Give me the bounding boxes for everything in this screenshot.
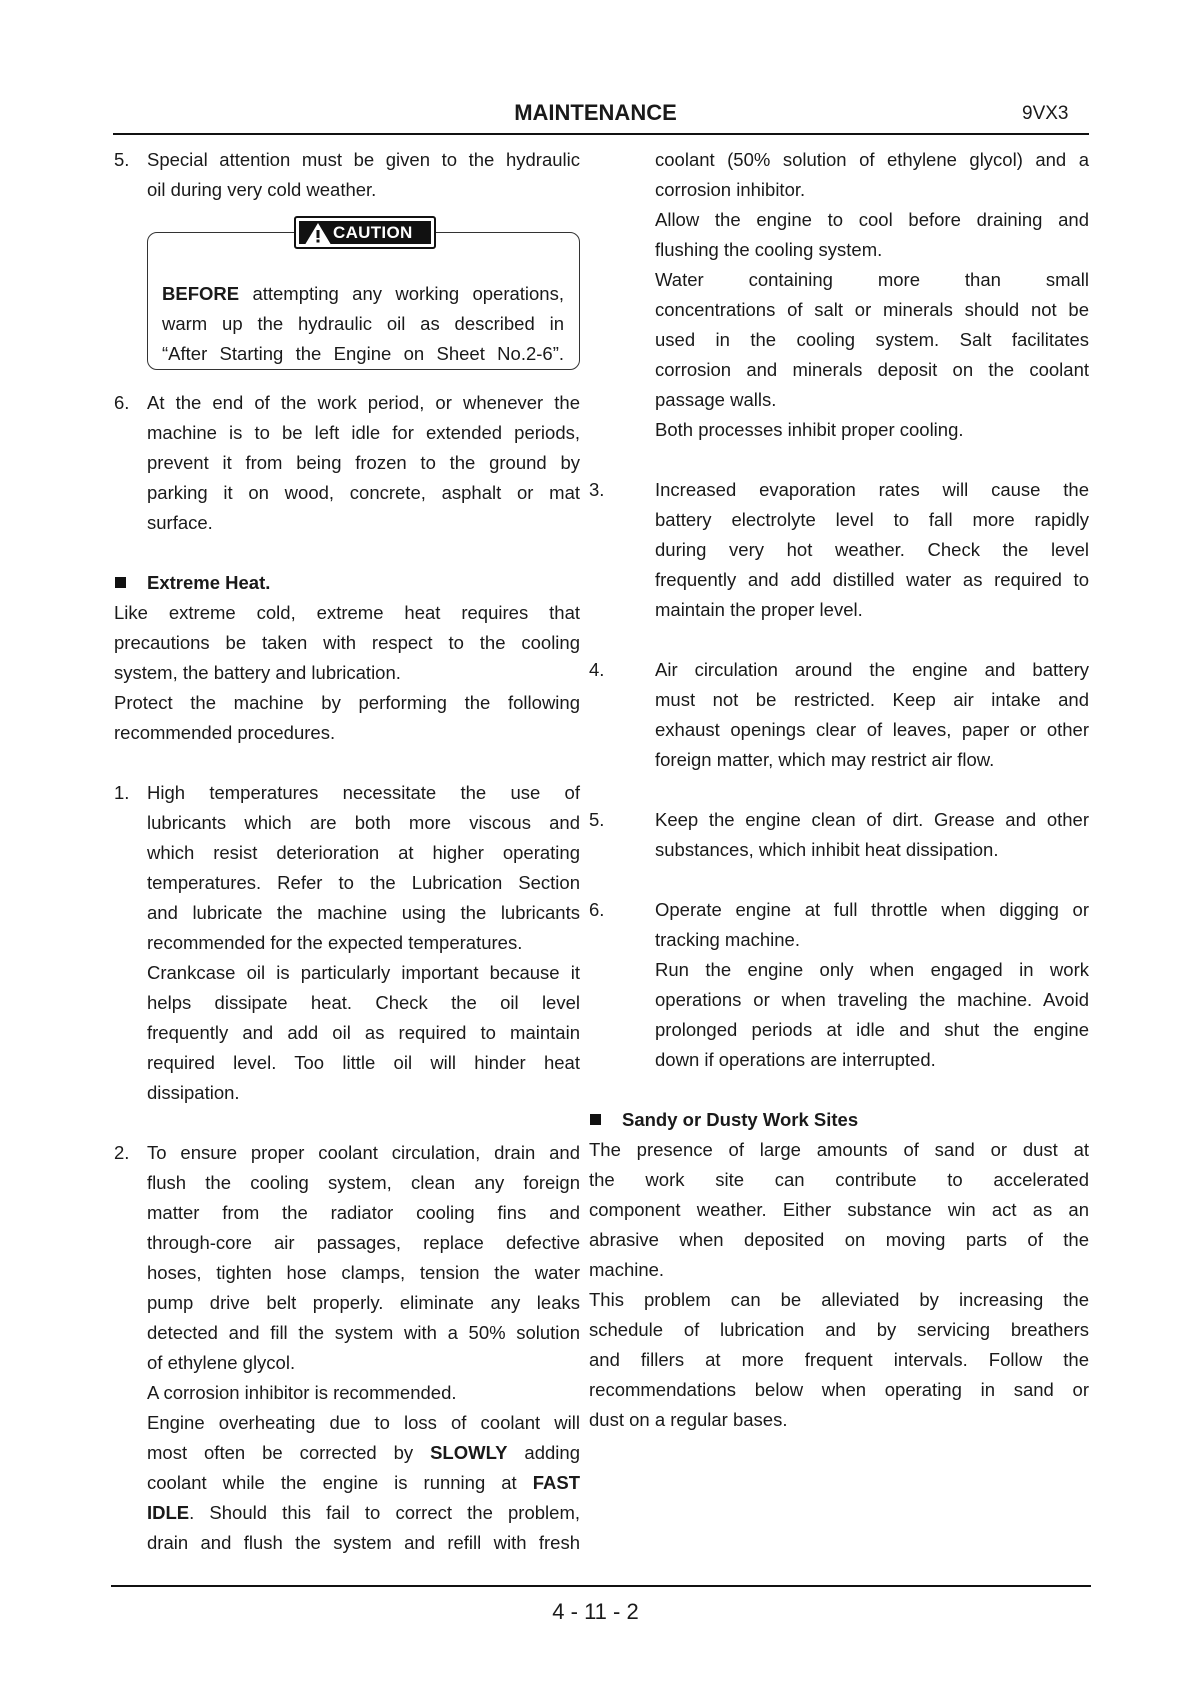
text-line: Allow the engine to cool before draining and: [655, 209, 1089, 230]
text-line: tracking machine.: [655, 929, 800, 950]
item-number: 6.: [589, 899, 605, 920]
text-line: To ensure proper coolant circulation, drain and: [147, 1142, 580, 1163]
text-line: and fillers at more frequent intervals. Follow the: [589, 1349, 1089, 1370]
text-line: substances, which inhibit heat dissipation.: [655, 839, 999, 860]
text-line: which resist deterioration at higher operating: [147, 842, 580, 863]
list-item: [589, 805, 1089, 865]
text-line: Both processes inhibit proper cooling.: [655, 419, 964, 440]
text-line: Crankcase oil is particularly important because it: [147, 962, 580, 983]
text-line: Like extreme cold, extreme heat requires that: [114, 602, 580, 623]
text-line: recommended for the expected temperatures.: [147, 932, 523, 953]
list-item: [589, 655, 1089, 775]
text-line: Protect the machine by performing the following: [114, 692, 580, 713]
page-title: MAINTENANCE: [514, 100, 677, 125]
item-number: 5.: [589, 809, 605, 830]
text-line: corrosion and minerals deposit on the coolant: [655, 359, 1089, 380]
text-line: during very hot weather. Check the level: [655, 539, 1089, 560]
text-line: High temperatures necessitate the use of: [147, 782, 580, 803]
text-line: The presence of large amounts of sand or dust at: [589, 1139, 1089, 1160]
text-line: Run the engine only when engaged in work: [655, 959, 1089, 980]
text-line: and lubricate the machine using the lubricants: [147, 902, 580, 923]
emphasis-text: IDLE: [147, 1502, 190, 1523]
text-line: frequently and add oil as required to maintain: [147, 1022, 580, 1043]
text-line: Increased evaporation rates will cause the: [655, 479, 1089, 500]
text-line: Engine overheating due to loss of coolant will: [147, 1412, 580, 1433]
section-heading: Sandy or Dusty Work Sites: [589, 1105, 1089, 1135]
text-line: A corrosion inhibitor is recommended.: [147, 1382, 457, 1403]
text-line: prevent it from being frozen to the ground by: [147, 452, 580, 473]
list-item: [114, 388, 580, 538]
text-line: must not be restricted. Keep air intake and: [655, 689, 1089, 710]
text-line: abrasive when deposited on moving parts of the: [589, 1229, 1089, 1250]
text-line: concentrations of salt or minerals should not be: [655, 299, 1089, 320]
text-line: machine.: [589, 1259, 665, 1280]
text-line: temperatures. Refer to the Lubrication Section: [147, 872, 580, 893]
text-line: of ethylene glycol.: [147, 1352, 296, 1373]
text-line: passage walls.: [655, 389, 777, 410]
text-line: coolant (50% solution of ethylene glycol) and a: [655, 149, 1089, 170]
text-line: This problem can be alleviated by increasing the: [589, 1289, 1089, 1310]
list-item: [589, 475, 1089, 625]
text-line: recommended procedures.: [114, 722, 336, 743]
text-line: flush the cooling system, clean any foreign: [147, 1172, 580, 1193]
text-line: Special attention must be given to the hydraulic: [147, 149, 580, 170]
left-column: [114, 145, 580, 1558]
text-line: maintain the proper level.: [655, 599, 863, 620]
text-line: required level. Too little oil will hinder heat: [147, 1052, 580, 1073]
list-item: [114, 778, 580, 1108]
text-line: dust on a regular bases.: [589, 1409, 788, 1430]
bullet-square-icon: [590, 1114, 601, 1125]
text-line: detected and fill the system with a 50% solution: [147, 1322, 580, 1343]
caution-label: CAUTION: [333, 223, 413, 242]
text-line: hoses, tighten hose clamps, tension the water: [147, 1262, 580, 1283]
text-line: IDLE. Should this fail to correct the problem,: [147, 1502, 580, 1523]
text-line: surface.: [147, 512, 213, 533]
emphasis-text: FAST: [532, 1472, 580, 1493]
text-line: prolonged periods at idle and shut the engine: [655, 1019, 1089, 1040]
text-line: coolant while the engine is running at FAST: [147, 1472, 580, 1493]
list-item: [589, 895, 1089, 1075]
text-line: Operate engine at full throttle when digging or: [655, 899, 1089, 920]
right-column: [589, 145, 1089, 1435]
caution-badge: [294, 216, 436, 249]
text-line: corrosion inhibitor.: [655, 179, 806, 200]
document-code: 9VX3: [1022, 103, 1069, 124]
text-line: operations or when traveling the machine. Avoid: [655, 989, 1089, 1010]
text-line: precautions be taken with respect to the cooling: [114, 632, 580, 653]
header-rule: [113, 133, 1089, 135]
warning-triangle-icon: [305, 223, 331, 245]
item-number: 2.: [114, 1142, 130, 1163]
item-number: 3.: [589, 479, 605, 500]
text-line: attempting any working operations,: [239, 283, 564, 304]
text-line: frequently and add distilled water as required to: [655, 569, 1089, 590]
list-item-continuation: [622, 145, 1089, 445]
text-line: matter from the radiator cooling fins and: [147, 1202, 580, 1223]
page-number: 4 - 11 - 2: [552, 1599, 639, 1624]
text-line: foreign matter, which may restrict air flow.: [655, 749, 995, 770]
text-line: lubricants which are both more viscous and: [147, 812, 580, 833]
item-number: 6.: [114, 392, 130, 413]
text-line: oil during very cold weather.: [147, 179, 377, 200]
caution-notice: [147, 205, 580, 388]
text-line: dissipation.: [147, 1082, 240, 1103]
text-line: recommendations below when operating in sand or: [589, 1379, 1089, 1400]
text-line: helps dissipate heat. Check the oil level: [147, 992, 580, 1013]
text-line: the work site can contribute to accelerated: [589, 1169, 1089, 1190]
text-line: used in the cooling system. Salt facilitates: [655, 329, 1089, 350]
text-line: down if operations are interrupted.: [655, 1049, 936, 1070]
item-number: 4.: [589, 659, 605, 680]
list-item: [114, 145, 580, 205]
text-line: most often be corrected by SLOWLY adding: [147, 1442, 580, 1463]
section-heading: Extreme Heat.: [114, 568, 580, 598]
caution-bold-lead: BEFORE: [162, 283, 240, 304]
bullet-square-icon: [115, 577, 126, 588]
text-line: component weather. Either substance win act as an: [589, 1199, 1089, 1220]
text-line: drain and flush the system and refill with fresh: [147, 1532, 580, 1553]
text-line: warm up the hydraulic oil as described in: [162, 313, 564, 334]
text-line: Air circulation around the engine and battery: [655, 659, 1089, 680]
footer-rule: [111, 1585, 1091, 1587]
text-line: exhaust openings clear of leaves, paper or other: [655, 719, 1089, 740]
caution-text: [162, 279, 564, 369]
text-line: flushing the cooling system.: [655, 239, 883, 260]
item-number: 1.: [114, 782, 130, 803]
item-number: 5.: [114, 149, 130, 170]
list-item: [114, 1138, 580, 1558]
text-line: “After Starting the Engine on Sheet No.2-6”.: [162, 343, 564, 364]
text-line: machine is to be left idle for extended periods,: [147, 422, 580, 443]
text-line: battery electrolyte level to fall more rapidly: [655, 509, 1089, 530]
text-line: Water containing more than small: [655, 269, 1089, 290]
text-line: schedule of lubrication and by servicing breathers: [589, 1319, 1089, 1340]
text-line: through-core air passages, replace defective: [147, 1232, 580, 1253]
text-line: parking it on wood, concrete, asphalt or mat: [147, 482, 580, 503]
text-line: pump drive belt properly. eliminate any leaks: [147, 1292, 580, 1313]
emphasis-text: SLOWLY: [430, 1442, 508, 1463]
text-line: At the end of the work period, or whenever the: [147, 392, 580, 413]
text-line: system, the battery and lubrication.: [114, 662, 401, 683]
text-line: Keep the engine clean of dirt. Grease and other: [655, 809, 1089, 830]
